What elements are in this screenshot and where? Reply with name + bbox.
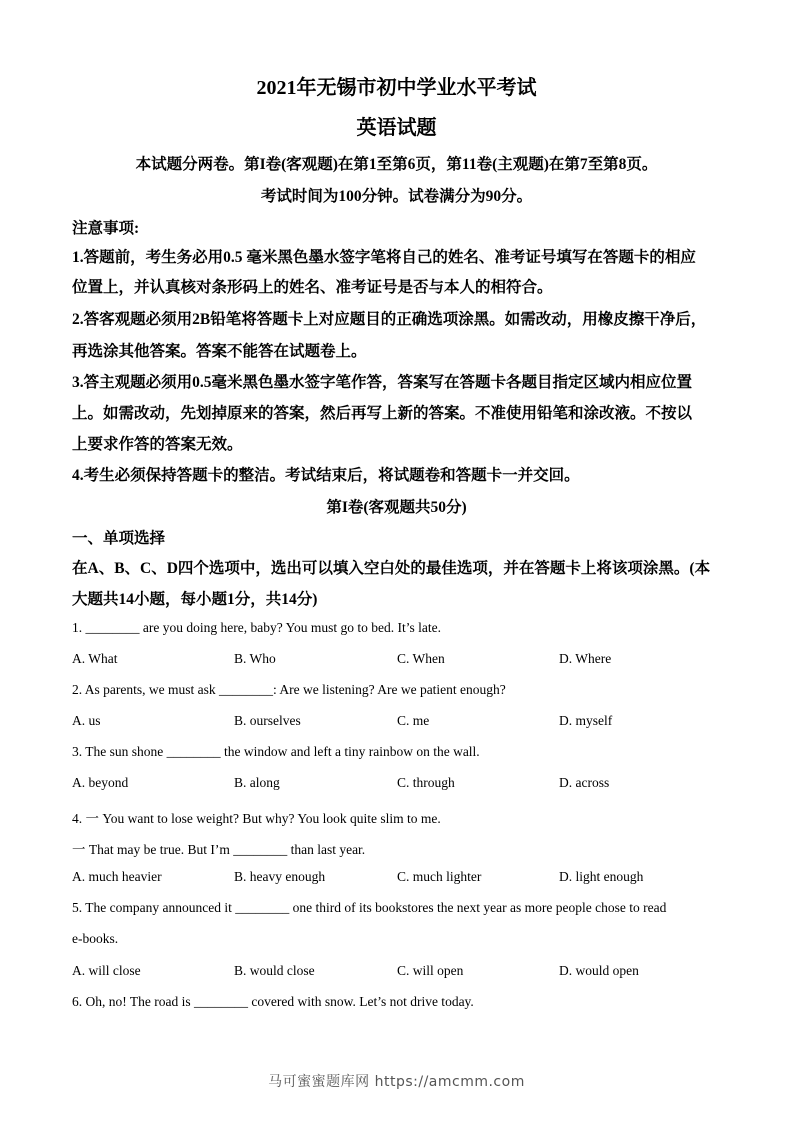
option-b: B. would close bbox=[234, 963, 315, 978]
option-d: D. light enough bbox=[559, 869, 644, 884]
notes-line: 位置上，并认真核对条形码上的姓名、准考证号是否与本人的相符合。 bbox=[72, 279, 553, 296]
question-4-line-2: 一 That may be true. But I’m ________ than last year. bbox=[72, 842, 366, 857]
notes-line: 4.考生必须保持答题卡的整洁。考试结束后，将试题卷和答题卡一并交回。 bbox=[72, 467, 580, 484]
question-5-line-2: e-books. bbox=[72, 931, 119, 946]
question-5-options bbox=[72, 963, 732, 983]
notes-line: 1.答题前，考生务必用0.5 毫米黑色墨水签字笔将自己的姓名、准考证号填写在答题卡的相应 bbox=[72, 249, 696, 266]
option-a: A. beyond bbox=[72, 775, 129, 790]
question-3: 3. The sun shone ________ the window and left a tiny rainbow on the wall. bbox=[72, 744, 480, 759]
question-3-options bbox=[72, 775, 732, 795]
option-a: A. much heavier bbox=[72, 869, 162, 884]
option-d: D. across bbox=[559, 775, 610, 790]
option-a: A. What bbox=[72, 651, 118, 666]
instruction-line-1: 在A、B、C、D四个选项中，选出可以填入空白处的最佳选项，并在答题卡上将该项涂黑。(本 bbox=[72, 560, 711, 577]
option-b: B. heavy enough bbox=[234, 869, 326, 884]
question-1: 1. ________ are you doing here, baby? You must go to bed. It’s late. bbox=[72, 620, 441, 635]
notes-line: 2.答客观题必须用2B铅笔将答题卡上对应题目的正确选项涂黑。如需改动，用橡皮擦干净后， bbox=[72, 311, 707, 328]
notes-line: 上。如需改动，先划掉原来的答案，然后再写上新的答案。不准使用铅笔和涂改液。不按以 bbox=[72, 405, 693, 422]
option-c: C. me bbox=[397, 713, 430, 728]
option-b: B. Who bbox=[234, 651, 276, 666]
notes-heading: 注意事项: bbox=[72, 220, 140, 237]
option-d: D. Where bbox=[559, 651, 612, 666]
volume-title: 第I卷(客观题共50分) bbox=[326, 499, 467, 516]
instruction-line-2: 大题共14小题，每小题1分，共14分) bbox=[72, 591, 318, 608]
option-c: C. When bbox=[397, 651, 445, 666]
notes-line: 上要求作答的答案无效。 bbox=[72, 436, 243, 453]
question-4-options bbox=[72, 869, 732, 889]
footer-watermark: 马可蜜蜜题库网 https://amcmm.com bbox=[268, 1074, 525, 1090]
intro-line-2: 考试时间为100分钟。试卷满分为90分。 bbox=[260, 188, 533, 205]
option-d: D. would open bbox=[559, 963, 639, 978]
option-d: D. myself bbox=[559, 713, 613, 728]
part-heading: 一、单项选择 bbox=[72, 530, 166, 547]
option-b: B. along bbox=[234, 775, 280, 790]
question-2-options bbox=[72, 713, 732, 733]
intro-line-1: 本试题分两卷。第I卷(客观题)在第1至第6页，第11卷(主观题)在第7至第8页。 bbox=[135, 156, 658, 173]
option-a: A. will close bbox=[72, 963, 141, 978]
exam-title: 2021年无锡市初中学业水平考试 bbox=[256, 77, 537, 99]
option-c: C. through bbox=[397, 775, 455, 790]
question-5-line-1: 5. The company announced it ________ one third of its bookstores the next year as more people chose to read bbox=[72, 900, 667, 915]
option-c: C. will open bbox=[397, 963, 464, 978]
notes-line: 3.答主观题必须用0.5毫米黑色墨水签字笔作答，答案写在答题卡各题目指定区域内相应位置 bbox=[72, 374, 693, 391]
question-4-line-1: 4. 一 You want to lose weight? But why? You look quite slim to me. bbox=[72, 811, 441, 826]
option-a: A. us bbox=[72, 713, 101, 728]
notes-line: 再选涂其他答案。答案不能答在试题卷上。 bbox=[72, 343, 367, 360]
question-2: 2. As parents, we must ask ________: Are we listening? Are we patient enough? bbox=[72, 682, 506, 697]
option-b: B. ourselves bbox=[234, 713, 301, 728]
exam-subtitle: 英语试题 bbox=[356, 117, 437, 139]
option-c: C. much lighter bbox=[397, 869, 482, 884]
question-1-options bbox=[72, 651, 732, 671]
question-6: 6. Oh, no! The road is ________ covered with snow. Let’s not drive today. bbox=[72, 994, 474, 1009]
